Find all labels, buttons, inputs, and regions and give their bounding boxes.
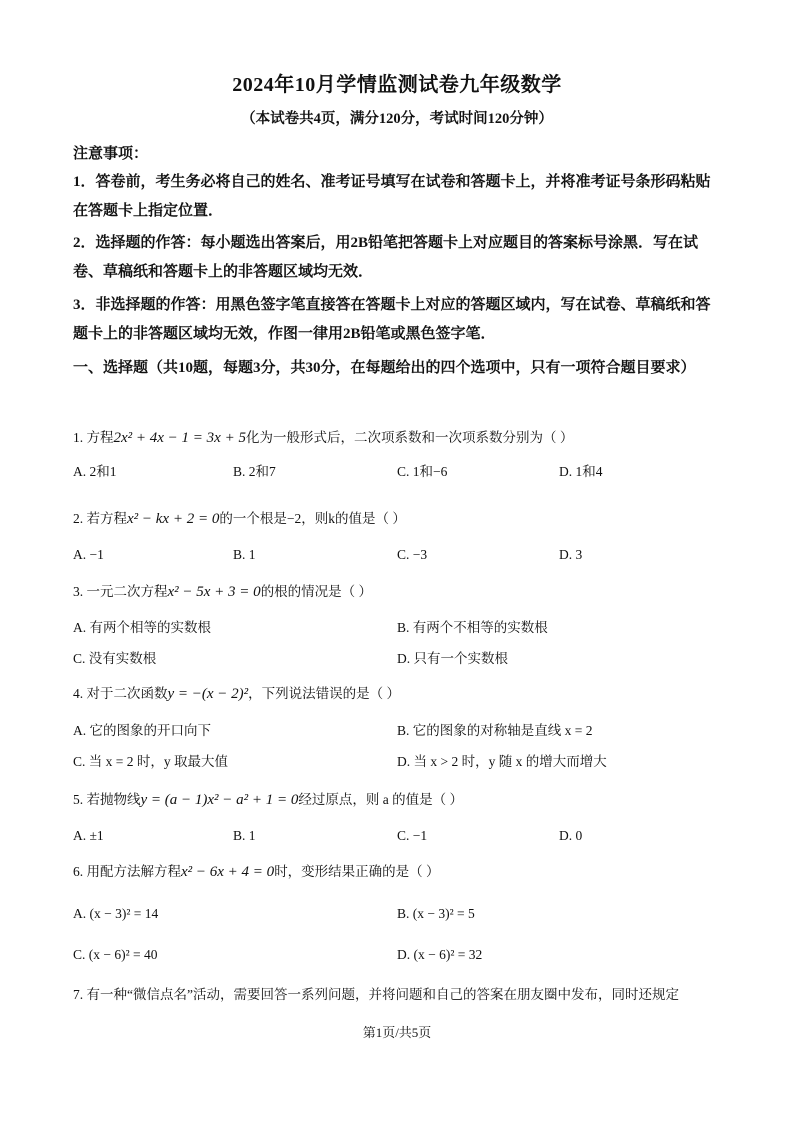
question-2 [73,509,733,529]
option-a: A. 2和1 [73,464,117,479]
option-a: A. 有两个相等的实数根 [73,620,211,635]
question-5 [73,790,733,810]
equation: y = (a − 1)x² − a² + 1 = 0 [140,792,299,808]
option-c: C. 当 x = 2 时，y 取最大值 [73,754,228,769]
question-text: ，下列说法错误的是（ ） [248,686,401,701]
notice-item-1: 1．答卷前，考生务必将自己的姓名、准考证号填写在试卷和答题卡上，并将准考证号条形码粘贴在答题卡上指定位置． [73,174,711,219]
section-heading: 一、选择题（共10题，每题3分，共30分，在每题给出的四个选项中，只有一项符合题目要求） [73,360,696,376]
equation: x² − 6x + 4 = 0 [181,864,275,880]
question-text: 7. 有一种“微信点名”活动，需要回答一系列问题，并将问题和自己的答案在朋友圈中发布，同时还规定 [73,987,679,1002]
option-b: B. 2和7 [233,464,276,479]
option-b: B. 1 [233,547,256,562]
page-number: 第1页/共5页 [362,1025,432,1040]
notice-item-3: 3．非选择题的作答：用黑色签字笔直接答在答题卡上对应的答题区域内，写在试卷、草稿纸和答题卡上的非答题区域均无效，作图一律用2B铅笔或黑色签字笔． [73,297,711,342]
option-d: D. 当 x > 2 时，y 随 x 的增大而增大 [397,754,607,769]
question-text: 2. 若方程 [73,511,127,526]
question-text: 6. 用配方法解方程 [73,864,181,879]
equation: y = −(x − 2)² [167,686,249,702]
question-text: 1. 方程 [73,430,114,445]
question-6 [73,862,733,882]
option-b: B. 1 [233,828,256,843]
option-c: C. (x − 6)² = 40 [73,947,158,962]
option-d: D. (x − 6)² = 32 [397,947,483,962]
question-1 [73,428,733,448]
question-text: 化为一般形式后，二次项系数和一次项系数分别为（ ） [245,430,574,445]
option-d: D. 1和4 [559,464,603,479]
option-a: A. ±1 [73,828,104,843]
option-c: C. −3 [397,547,428,562]
option-b: B. 有两个不相等的实数根 [397,620,548,635]
equation: 2x² + 4x − 1 = 3x + 5 [113,430,246,446]
option-c: C. −1 [397,828,428,843]
question-3 [73,582,733,602]
question-4 [73,684,733,704]
equation: x² − 5x + 3 = 0 [167,584,261,600]
question-text: 经过原点，则 a 的值是（ ） [298,792,464,807]
equation: x² − kx + 2 = 0 [127,511,220,527]
question-7 [73,985,733,1005]
option-d: D. 只有一个实数根 [397,651,508,666]
option-c: C. 1和−6 [397,464,448,479]
option-d: D. 3 [559,547,583,562]
question-text: 的一个根是−2，则k的值是（ ） [219,511,406,526]
option-d: D. 0 [559,828,583,843]
option-a: A. (x − 3)² = 14 [73,906,159,921]
option-b: B. 它的图象的对称轴是直线 x = 2 [397,723,593,738]
option-b: B. (x − 3)² = 5 [397,906,475,921]
notice-heading: 注意事项： [73,146,149,162]
question-text: 4. 对于二次函数 [73,686,168,701]
option-c: C. 没有实数根 [73,651,157,666]
notice-item-2: 2．选择题的作答：每小题选出答案后，用2B铅笔把答题卡上对应题目的答案标号涂黑．写在试卷、草稿纸和答题卡上的非答题区域均无效． [73,235,699,280]
question-text: 3. 一元二次方程 [73,584,168,599]
question-text: 时，变形结果正确的是（ ） [274,864,440,879]
question-text: 的根的情况是（ ） [260,584,373,599]
question-text: 5. 若抛物线 [73,792,141,807]
option-a: A. −1 [73,547,104,562]
option-a: A. 它的图象的开口向下 [73,723,211,738]
exam-title: 2024年10月学情监测试卷九年级数学 [232,74,562,96]
exam-subtitle: （本试卷共4页，满分120分，考试时间120分钟） [241,111,553,127]
